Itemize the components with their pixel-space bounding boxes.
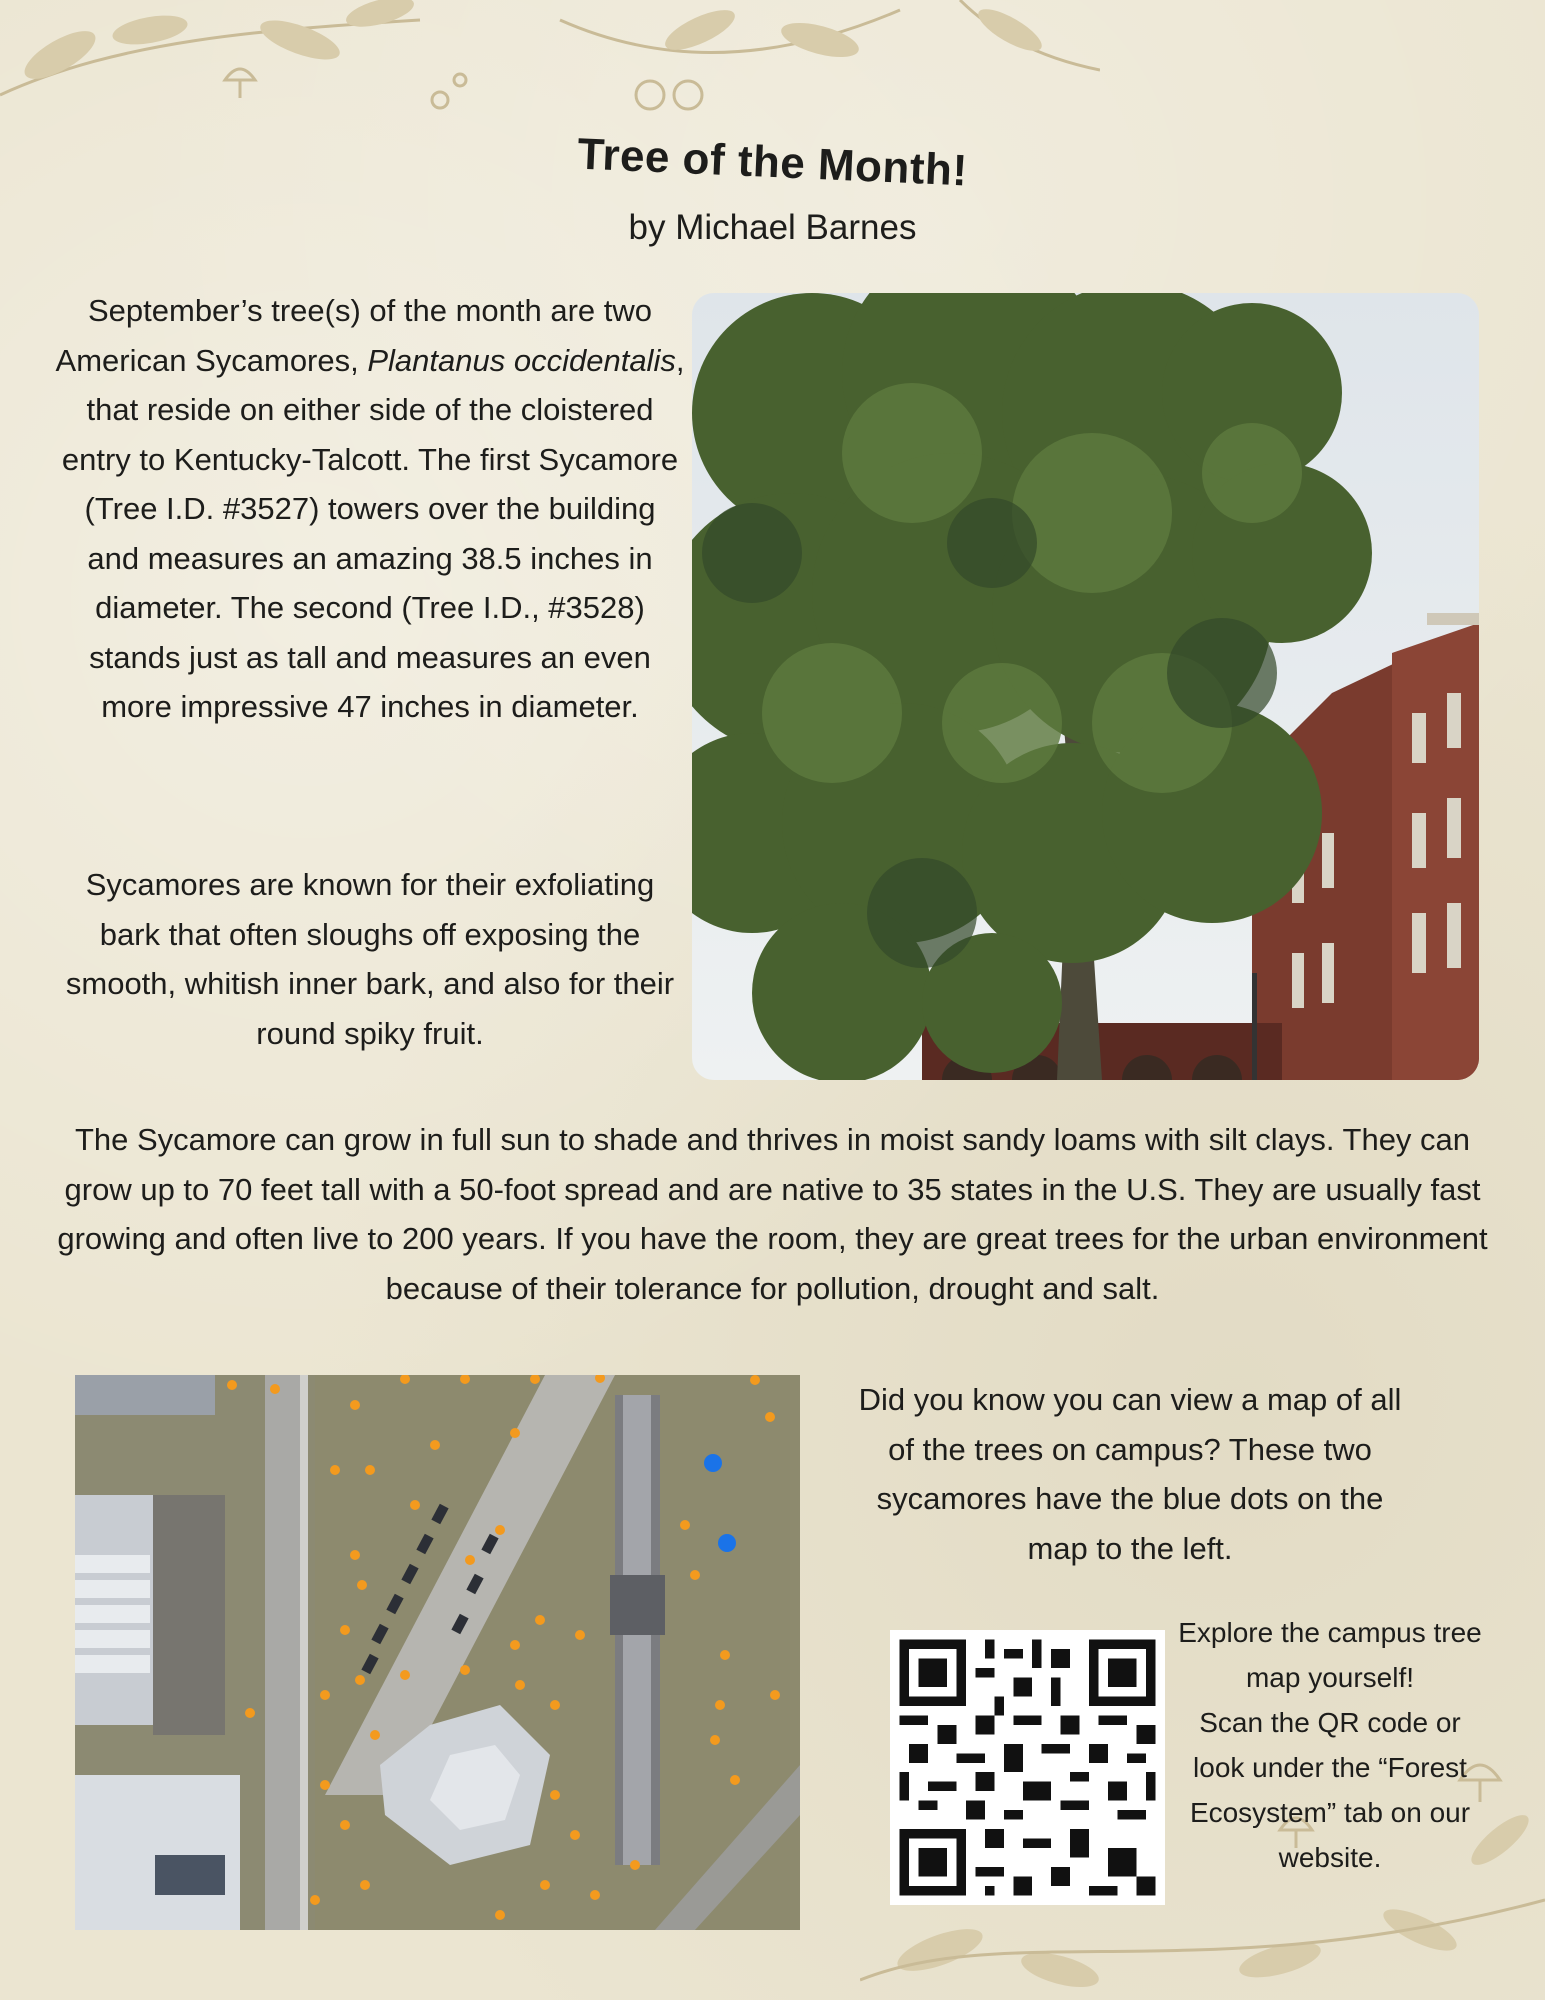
intro-text-start: September’s tree(s) of the month are two American Sycamores, — [55, 293, 652, 378]
qr-code[interactable] — [890, 1630, 1165, 1905]
author-byline: by Michael Barnes — [628, 208, 917, 247]
qr-note-instructions: Scan the QR code or look under the “Forest Ecosystem” tab on our website. — [1189, 1707, 1471, 1873]
qr-note-paragraph — [1170, 1610, 1490, 1880]
intro-paragraph — [55, 286, 685, 732]
intro-text-end: , that reside on either side of the cloistered entry to Kentucky-Talcott. The first Sycamore (Tree I.D. #3527) towers over the building and measures an amazing 38.5 inches in diameter. The second (Tree I.D., #3528) stands just as tall and measures an even more impressive 47 inches in diameter. — [61, 342, 685, 724]
map-note-paragraph: Did you know you can view a map of all of the trees on campus? These two sycamores have the blue dots on the map to the left. — [858, 1382, 1402, 1566]
page-title: Tree of the Month! — [576, 129, 969, 196]
species-name: Plantanus occidentalis — [367, 342, 676, 378]
sycamore-photo — [692, 293, 1479, 1080]
growth-paragraph: The Sycamore can grow in full sun to shade and thrives in moist sandy loams with silt clays. They can grow up to 70 feet tall with a 50-foot spread and are native to 35 states in the U.S. They are usually fast growing and often live to 200 years. If you have the room, they are great trees for the urban environment because of their tolerance for pollution, drought and salt. — [57, 1122, 1488, 1306]
campus-aerial-map — [75, 1375, 800, 1930]
bark-paragraph: Sycamores are known for their exfoliating bark that often sloughs off exposing the smooth, whitish inner bark, and also for their round spiky fruit. — [65, 867, 675, 1051]
qr-note-invite: Explore the campus tree map yourself! — [1178, 1617, 1482, 1693]
